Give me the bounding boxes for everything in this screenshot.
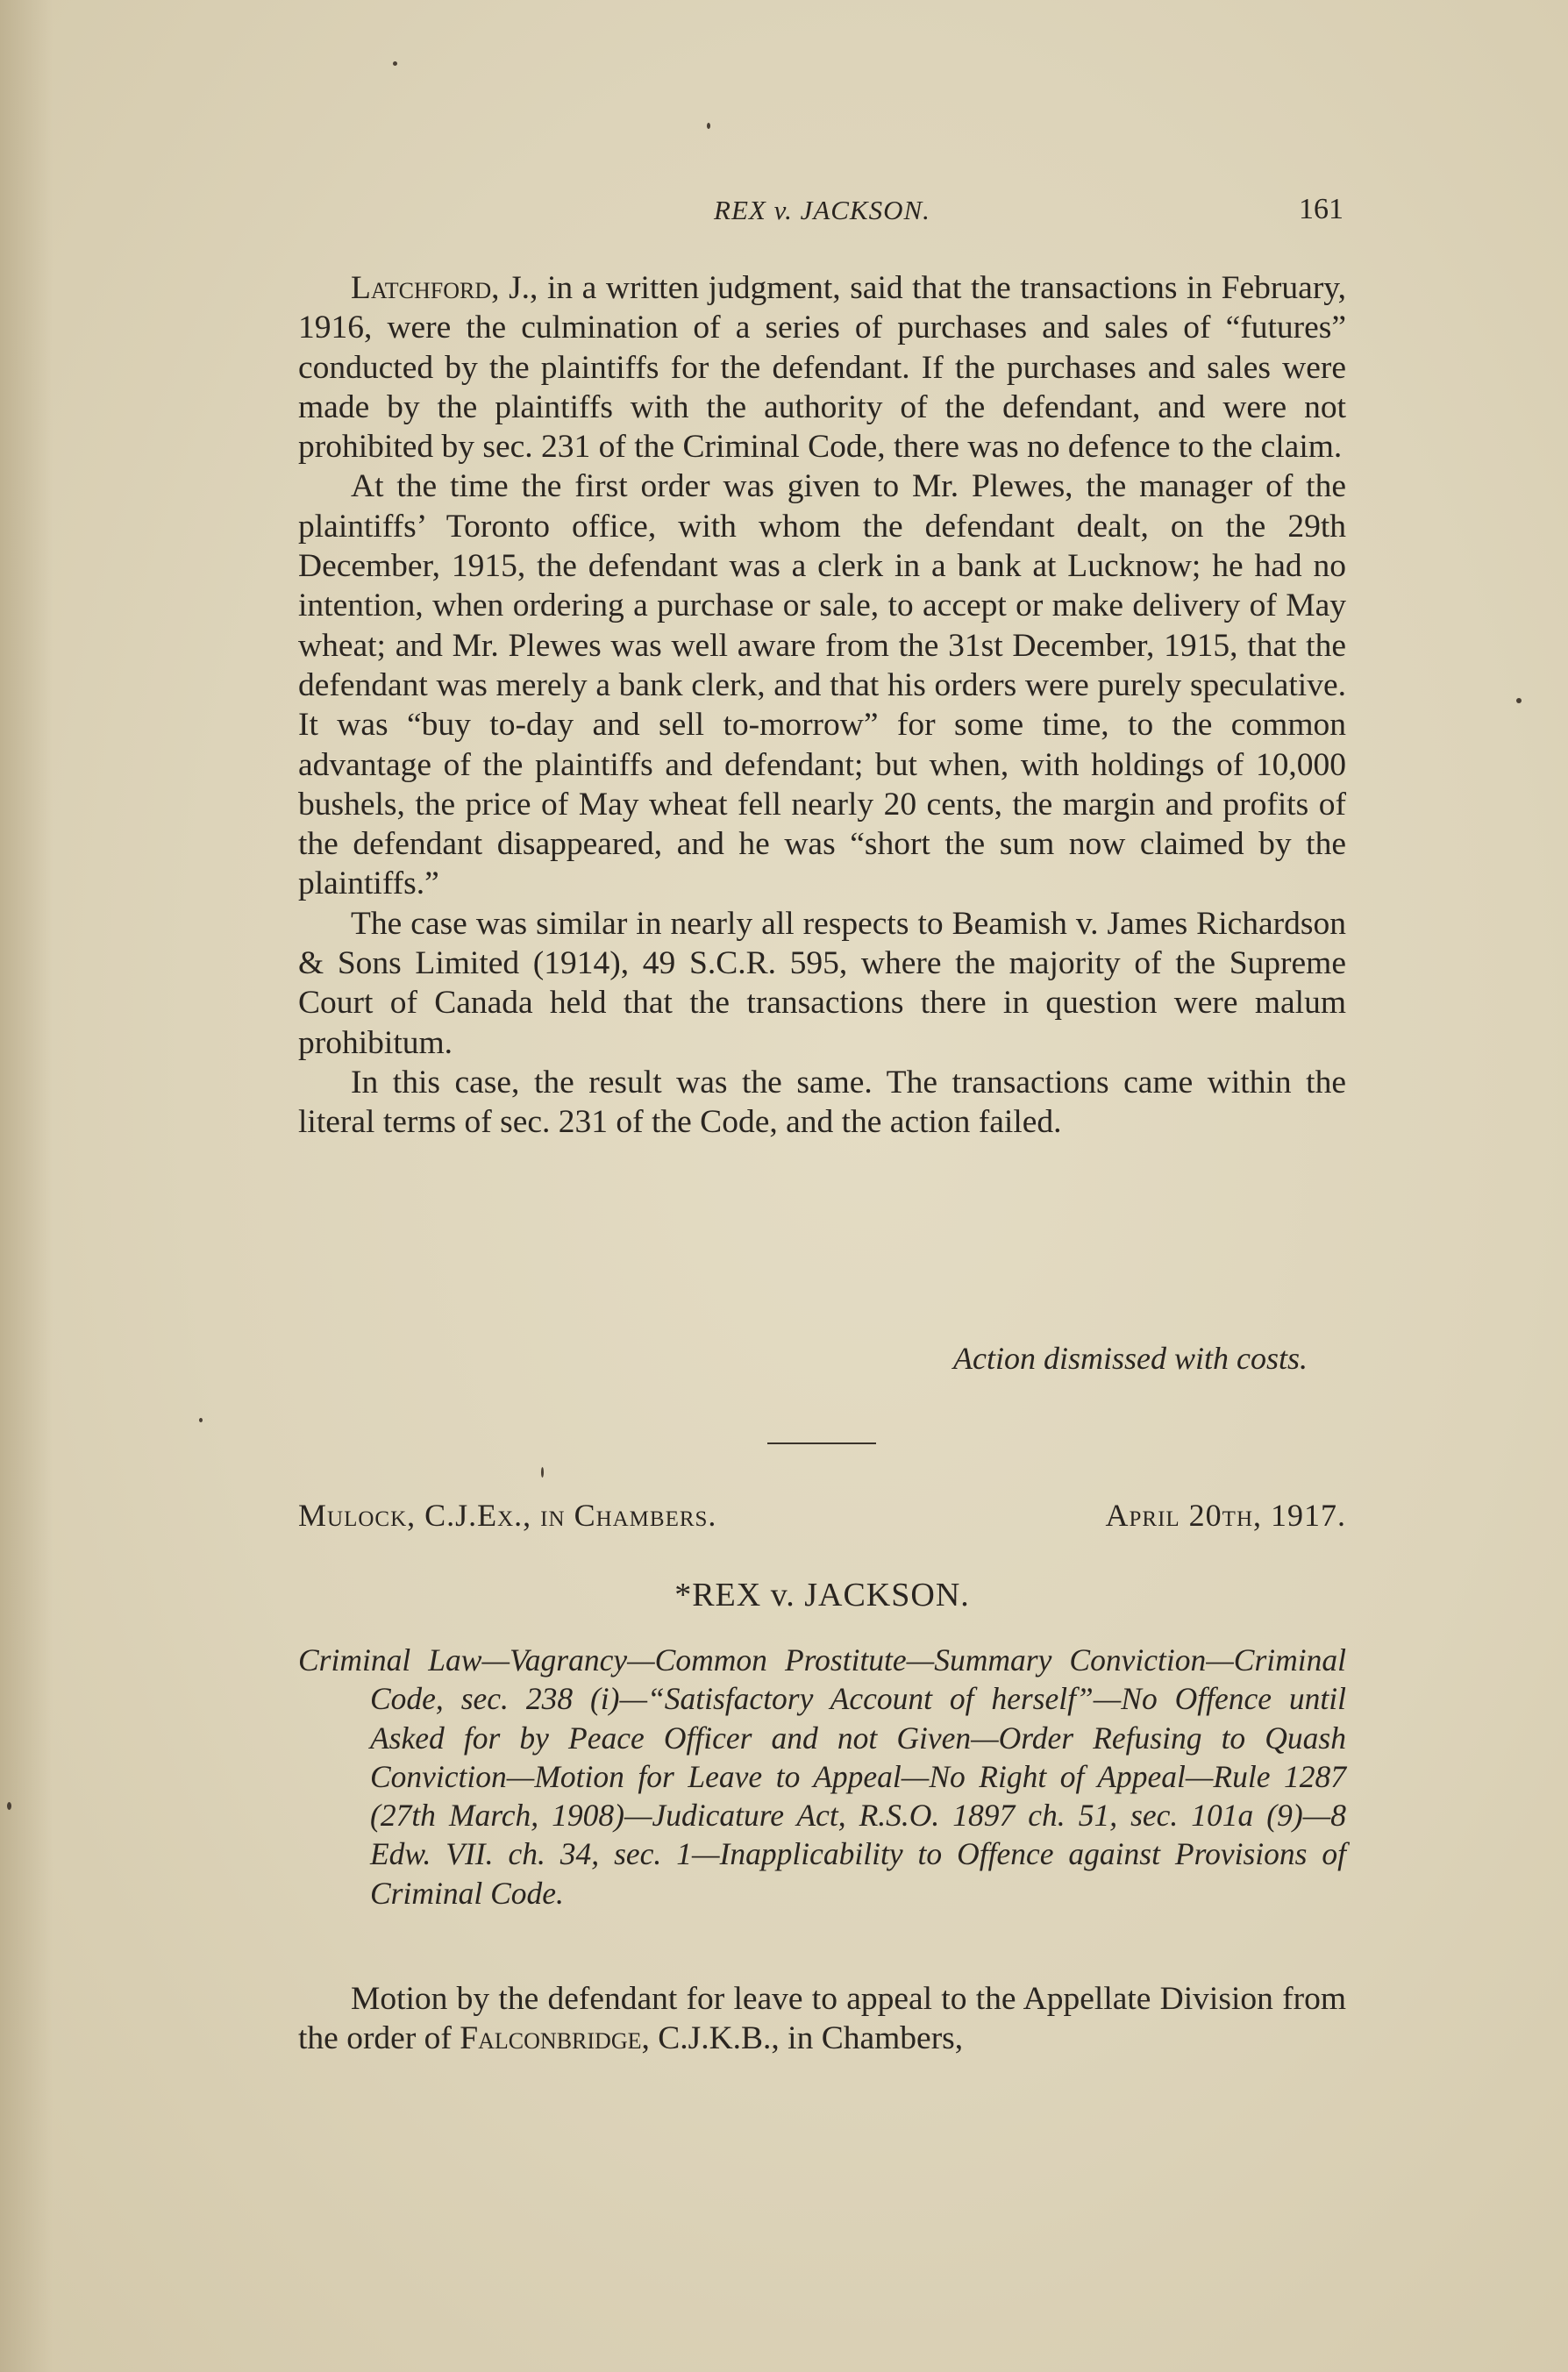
judgment-paragraph: In this case, the result was the same. The transactions came within the literal terms of sec. 231 of the Code, and the action failed. <box>298 1064 1346 1141</box>
court-line: Mulock, C.J.Ex., in Chambers. <box>298 1498 717 1533</box>
ink-speck <box>1516 698 1522 703</box>
judgment-paragraph <box>298 268 1346 467</box>
section-divider <box>767 1442 876 1444</box>
judgment-text <box>298 268 1346 1143</box>
disposition: Action dismissed with costs. <box>953 1341 1308 1376</box>
motion-text-end: , C.J.K.B., in Chambers, <box>641 2020 964 2056</box>
motion-paragraph <box>298 1979 1346 2058</box>
ink-speck <box>707 123 710 129</box>
ink-speck <box>199 1418 203 1422</box>
page-number: 161 <box>1299 193 1343 225</box>
ink-speck <box>393 61 397 66</box>
paragraph-text: , J., in a written judgment, said that the transactions in February, 1916, were the culmination of a series of purchases and sales of “futures” conducted by the plaintiffs for the defendant. If the purchases and sales were made by the plaintiffs with the authority of the defendant, and were not prohibited by sec. 231 of the Criminal Code, there was no defence to the claim. <box>298 270 1346 466</box>
decision-date: April 20th, 1917. <box>1105 1498 1346 1533</box>
page-header <box>298 191 1346 235</box>
judgment-paragraph: The case was similar in nearly all respects to Beamish v. James Richardson & Sons Limited (1914), 49 S.C.R. 595, where the majority of the Supreme Court of Canada held that the transactions there in question were malum prohibitum. <box>298 905 1346 1061</box>
headnote: Criminal Law—Vagrancy—Common Prostitute—Summary Conviction—Criminal Code, sec. 238 (i)—“Satisfactory Account of herself”—No Offence until Asked for by Peace Officer and not Given—Order Refusing to Quash Conviction—Motion for Leave to Appeal—No Right of Appeal—Rule 1287 (27th March, 1908)—Judicature Act, R.S.O. 1897 ch. 51, sec. 101a (9)—8 Edw. VII. ch. 34, sec. 1—Inapplicability to Offence against Provisions of Criminal Code. <box>298 1642 1346 1911</box>
judgment-paragraph: At the time the first order was given to Mr. Plewes, the manager of the plaintiffs’ Toronto office, with whom the defendant dealt, on the 29th December, 1915, the defendant was a clerk in a bank at Lucknow; he had no intention, when ordering a purchase or sale, to accept or make delivery of May wheat; and Mr. Plewes was well aware from the 31st December, 1915, that the defendant was merely a bank clerk, and that his orders were purely speculative. It was “buy to-day and sell to-morrow” for some time, to the common advantage of the plaintiffs and defendant; but when, with holdings of 10,000 bushels, the price of May wheat fell nearly 20 cents, the margin and profits of the defendant disappeared, and he was “short the sum now claimed by the plaintiffs.” <box>298 468 1346 902</box>
case-title: *REX v. JACKSON. <box>674 1577 970 1613</box>
judge-name: Latchford <box>351 270 492 306</box>
ink-speck <box>541 1467 544 1478</box>
ink-speck <box>7 1802 11 1810</box>
running-head: REX v. JACKSON. <box>714 195 930 225</box>
motion-text-start: Motion by the defendant for leave to appeal to the Appellate Division from the order of <box>298 1981 1346 2056</box>
motion-text <box>298 1979 1346 2058</box>
page-gutter-shadow <box>0 0 53 2372</box>
motion-judge: Falconbridge <box>460 2020 642 2056</box>
